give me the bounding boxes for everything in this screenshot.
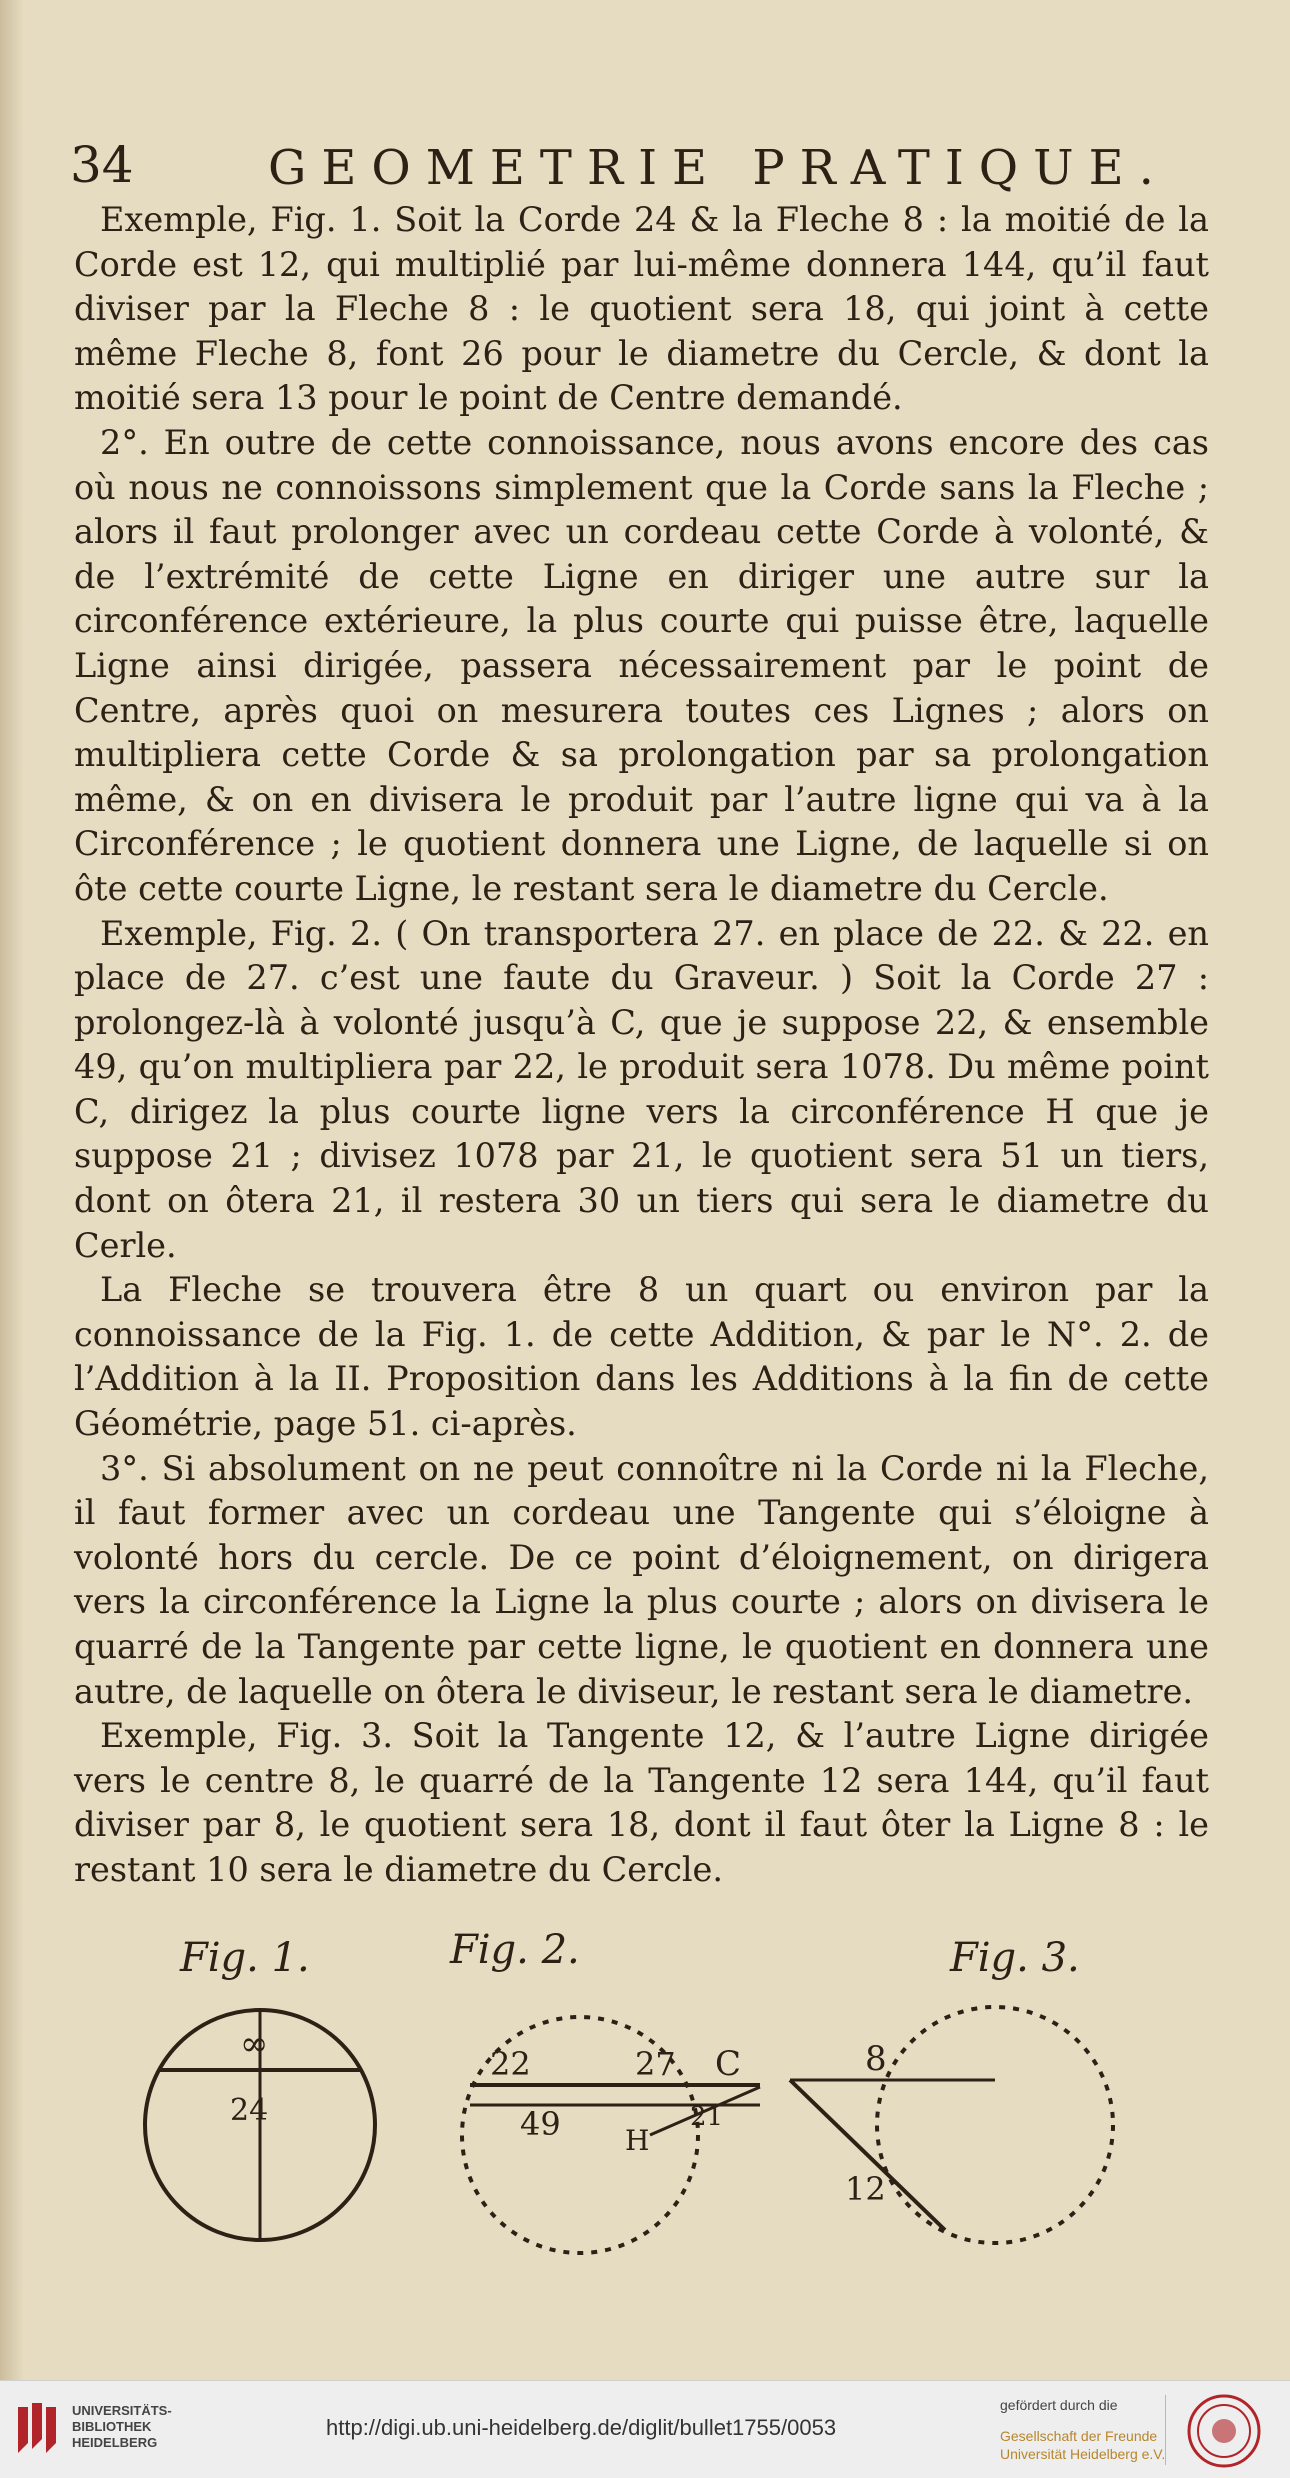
library-name: UNIVERSITÄTS- BIBLIOTHEK HEIDELBERG [72,2403,172,2450]
fig1-fleche-label: ∞ [240,2024,269,2064]
fig2-h-length-label: 21 [690,2102,724,2132]
paragraph: Exemple, Fig. 1. Soit la Corde 24 & la Fleche 8 : la moitié de la Corde est 12, qui multiplié par lui-même donnera 144, qu’il faut diviser par la Fleche 8 : le quotient sera 18, qui joint à cette même Fleche 8, font 26 pour le diametre du Cercle, & dont la moitié sera 13 pour le point de Centre demandé. [74,200,1209,418]
paragraph: 2°. En outre de cette connoissance, nous avons encore des cas où nous ne connoissons simplement que la Corde sans la Fleche ; alors il faut prolonger avec un cordeau cette Corde à volonté, & de l’extrémité de cette Ligne en diriger une autre sur la circonférence extérieure, la plus courte qui puisse être, laquelle Ligne ainsi dirigée, passera nécessairement par le point de Centre, après quoi on mesurera toutes ces Lignes ; alors on multipliera cette Corde & sa prolongation par sa prolongation même, & on en divisera le produit par l’autre ligne qui va à la Circonférence ; le quotient donnera une Ligne, de laquelle si on ôte cette courte Ligne, le restant sera le diametre du Cercle. [74,422,1209,908]
page-number: 34 [70,136,134,194]
figure-drawings [90,1935,1220,2265]
fig1-label: Fig. 1. [180,1935,310,1981]
fig3-tangent-label: 12 [845,2170,886,2208]
footer-bar [0,2380,1290,2478]
permalink-url[interactable]: http://digi.ub.uni-heidelberg.de/diglit/bullet1755/0053 [326,2415,837,2440]
fig2-b-label: 27 [635,2045,676,2083]
paragraph: Exemple, Fig. 2. ( On transportera 27. en place de 22. & 22. en place de 27. c’est une faute du Graveur. ) Soit la Corde 27 : prolongez-là à volonté jusqu’à C, que je suppose 22, & ensemble 49, qu’on multipliera par 22, le produit sera 1078. Du même point C, dirigez la plus courte ligne vers la circonférence H que je suppose 21 ; divisez 1078 par 21, le quotient sera 51 un tiers, dont on ôtera 21, il restera 30 un tiers qui sera le diametre du Cerle. [74,913,1209,1265]
paragraph: La Fleche se trouvera être 8 un quart ou environ par la connoissance de la Fig. 1. de cette Addition, & par le N°. 2. de l’Addition à la II. Proposition dans les Additions à la fin de cette Géométrie, page 51. ci-après. [74,1270,1209,1444]
fig2-a-label: 22 [490,2045,531,2083]
fig2-h-label: H [625,2124,650,2157]
paragraph: 3°. Si absolument on ne peut connoître ni la Corde ni la Fleche, il faut former avec un cordeau une Tangente qui s’éloigne à volonté hors du cercle. De ce point d’éloignement, on dirigera vers la circonférence la Ligne la plus courte ; alors on divisera le quarré de la Tangente par cette ligne, le quotient en donnera une autre, de laquelle on ôtera le diviseur, le restant sera le diametre. [74,1448,1209,1711]
sponsor-caption: gefördert durch die [1000,2397,1118,2413]
paragraph: Exemple, Fig. 3. Soit la Tangente 12, & l’autre Ligne dirigée vers le centre 8, le quarré de la Tangente 12 sera 144, qu’il faut diviser par 8, le quotient sera 18, dont il faut ôter la Ligne 8 : le restant 10 sera le diametre du Cercle. [74,1716,1209,1889]
fig2-total-label: 49 [520,2105,561,2143]
fig1-corde-label: 24 [230,2093,269,2128]
running-title: GEOMETRIE PRATIQUE. [268,140,1169,196]
fig3-label: Fig. 3. [950,1935,1080,1981]
figures [90,1927,1220,2265]
library-logo-icon [14,2399,60,2459]
page-edge [0,0,24,2380]
fig3-line-label: 8 [865,2039,887,2079]
university-seal-icon [1186,2393,1262,2469]
page-header [58,132,1218,202]
fig3-circle [877,2007,1113,2243]
fig2-c-label: C [715,2044,742,2084]
body-text [74,198,1209,1893]
footer-divider [1165,2395,1166,2465]
sponsor-name: Gesellschaft der Freunde Universität Heidelberg e.V. [1000,2428,1166,2462]
fig2-label: Fig. 2. [450,1927,580,1973]
